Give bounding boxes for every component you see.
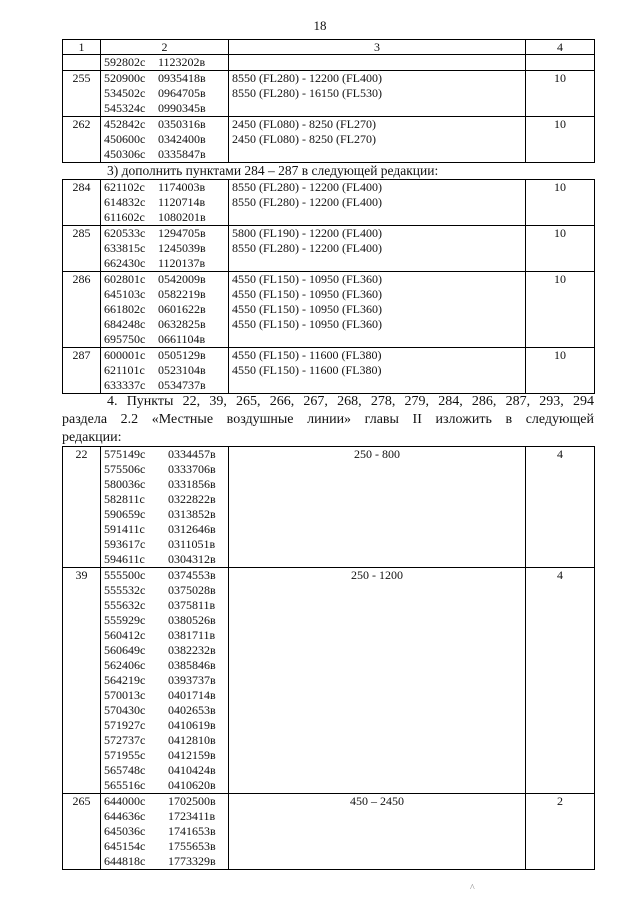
latitude: 582811с bbox=[104, 492, 145, 506]
coordinates-cell bbox=[101, 447, 229, 568]
coordinate-line bbox=[104, 824, 225, 839]
latitude: 570013с bbox=[104, 688, 146, 702]
longitude: 1773329в bbox=[168, 854, 216, 868]
latitude: 545324с bbox=[104, 101, 146, 115]
altitude-range-cell: 250 - 800 bbox=[229, 447, 526, 568]
latitude: 600001с bbox=[104, 348, 146, 362]
latitude: 565516с bbox=[104, 778, 146, 792]
altitudes-cell bbox=[229, 226, 526, 272]
longitude: 0385846в bbox=[168, 658, 216, 672]
longitude: 0401714в bbox=[168, 688, 216, 702]
latitude: 572737с bbox=[104, 733, 146, 747]
coordinate-line bbox=[104, 332, 225, 347]
latitude: 571927с bbox=[104, 718, 146, 732]
latitude: 520900с bbox=[104, 71, 146, 85]
coordinate-line bbox=[104, 598, 225, 613]
altitudes-cell bbox=[229, 117, 526, 163]
altitude-line: 4550 (FL150) - 11600 (FL380) bbox=[232, 348, 382, 362]
table-local-airways bbox=[62, 446, 595, 870]
longitude: 0661104в bbox=[158, 332, 206, 346]
coordinates-cell bbox=[101, 272, 229, 348]
longitude: 1294705в bbox=[158, 226, 206, 240]
value-cell: 10 bbox=[526, 71, 595, 117]
coordinate-line bbox=[104, 378, 225, 393]
coordinate-line bbox=[104, 507, 225, 522]
latitude: 684248с bbox=[104, 317, 146, 331]
longitude: 0350316в bbox=[158, 117, 206, 131]
coordinate-line bbox=[104, 447, 225, 462]
longitude: 1245039в bbox=[158, 241, 206, 255]
longitude: 0935418в bbox=[158, 71, 206, 85]
latitude: 562406с bbox=[104, 658, 146, 672]
table-row bbox=[63, 117, 595, 163]
coordinate-line bbox=[104, 477, 225, 492]
latitude: 594611с bbox=[104, 552, 145, 566]
coordinate-line bbox=[104, 256, 225, 271]
latitude: 534502с bbox=[104, 86, 146, 100]
longitude: 0342400в bbox=[158, 132, 206, 146]
longitude: 1120714в bbox=[158, 195, 206, 209]
longitude: 0964705в bbox=[158, 86, 206, 100]
value-cell: 10 bbox=[526, 117, 595, 163]
longitude: 0335847в bbox=[158, 147, 206, 161]
header-col-3: 3 bbox=[229, 40, 526, 55]
table-continued bbox=[62, 39, 595, 163]
coordinate-line bbox=[104, 658, 225, 673]
coordinates-cell bbox=[101, 348, 229, 394]
altitude-line: 5800 (FL190) - 12200 (FL400) bbox=[232, 226, 382, 240]
latitude: 590659с bbox=[104, 507, 146, 521]
coordinate-line bbox=[104, 317, 225, 332]
longitude: 0990345в bbox=[158, 101, 206, 115]
latitude: 644818с bbox=[104, 854, 146, 868]
coordinate-line bbox=[104, 462, 225, 477]
longitude: 0375811в bbox=[168, 598, 216, 612]
coordinates-cell bbox=[101, 794, 229, 870]
paragraph-4 bbox=[62, 393, 594, 447]
longitude: 0412159в bbox=[168, 748, 216, 762]
coordinate-line bbox=[104, 643, 225, 658]
longitude: 1123202в bbox=[158, 55, 206, 69]
longitude: 1741653в bbox=[168, 824, 216, 838]
latitude: 580036с bbox=[104, 477, 146, 491]
latitude: 565748с bbox=[104, 763, 146, 777]
coordinate-line bbox=[104, 101, 225, 116]
coordinate-line bbox=[104, 226, 225, 241]
coordinate-line bbox=[104, 613, 225, 628]
latitude: 450600с bbox=[104, 132, 146, 146]
coordinate-line bbox=[104, 522, 225, 537]
latitude: 633337с bbox=[104, 378, 146, 392]
coordinate-line bbox=[104, 272, 225, 287]
latitude: 620533с bbox=[104, 226, 146, 240]
latitude: 555929с bbox=[104, 613, 146, 627]
table-row bbox=[63, 55, 595, 71]
longitude: 0632825в bbox=[158, 317, 206, 331]
table-row bbox=[63, 794, 595, 870]
altitude-line: 2450 (FL080) - 8250 (FL270) bbox=[232, 117, 376, 131]
longitude: 1755653в bbox=[168, 839, 216, 853]
coordinate-line bbox=[104, 568, 225, 583]
latitude: 555532с bbox=[104, 583, 146, 597]
longitude: 1723411в bbox=[168, 809, 216, 823]
latitude: 662430с bbox=[104, 256, 146, 270]
altitude-line: 4550 (FL150) - 10950 (FL360) bbox=[232, 302, 382, 316]
coordinate-line bbox=[104, 492, 225, 507]
header-col-1: 1 bbox=[63, 40, 101, 55]
longitude: 1120137в bbox=[158, 256, 206, 270]
table-row bbox=[63, 568, 595, 794]
altitude-line: 8550 (FL280) - 12200 (FL400) bbox=[232, 195, 382, 209]
latitude: 621101с bbox=[104, 363, 145, 377]
table-row bbox=[63, 180, 595, 226]
latitude: 644000с bbox=[104, 794, 146, 808]
altitudes-cell bbox=[229, 180, 526, 226]
latitude: 593617с bbox=[104, 537, 146, 551]
longitude: 0393737в bbox=[168, 673, 216, 687]
table-row bbox=[63, 226, 595, 272]
latitude: 661802с bbox=[104, 302, 146, 316]
longitude: 1702500в bbox=[168, 794, 216, 808]
coordinate-line bbox=[104, 86, 225, 101]
table-row bbox=[63, 272, 595, 348]
header-col-2: 2 bbox=[101, 40, 229, 55]
coordinate-line bbox=[104, 763, 225, 778]
coordinates-cell bbox=[101, 226, 229, 272]
longitude: 0410620в bbox=[168, 778, 216, 792]
row-number-cell: 262 bbox=[63, 117, 101, 163]
coordinate-line bbox=[104, 552, 225, 567]
page-number: 18 bbox=[313, 18, 327, 33]
coordinates-cell bbox=[101, 180, 229, 226]
coordinate-line bbox=[104, 195, 225, 210]
latitude: 450306с bbox=[104, 147, 146, 161]
coordinate-line bbox=[104, 348, 225, 363]
table-header-row bbox=[63, 40, 595, 55]
scan-mark: ^ bbox=[470, 883, 475, 894]
paragraph-line-2: раздела 2.2 «Местные воздушные линии» главы II изложить в следующей bbox=[62, 412, 594, 427]
longitude: 0311051в bbox=[168, 537, 216, 551]
latitude: 645154с bbox=[104, 839, 146, 853]
longitude: 0331856в bbox=[168, 477, 216, 491]
coordinate-line bbox=[104, 180, 225, 195]
row-number-cell: 39 bbox=[63, 568, 101, 794]
coordinate-line bbox=[104, 583, 225, 598]
latitude: 592802с bbox=[104, 55, 146, 69]
longitude: 0402653в bbox=[168, 703, 216, 717]
altitudes-cell bbox=[229, 348, 526, 394]
latitude: 591411с bbox=[104, 522, 145, 536]
altitude-line: 4550 (FL150) - 10950 (FL360) bbox=[232, 287, 382, 301]
table-row bbox=[63, 71, 595, 117]
latitude: 560412с bbox=[104, 628, 146, 642]
altitude-range-cell: 250 - 1200 bbox=[229, 568, 526, 794]
altitudes-cell bbox=[229, 71, 526, 117]
latitude: 645036с bbox=[104, 824, 146, 838]
altitude-line: 2450 (FL080) - 8250 (FL270) bbox=[232, 132, 376, 146]
longitude: 0334457в bbox=[168, 447, 216, 461]
coordinates-cell bbox=[101, 71, 229, 117]
latitude: 621102с bbox=[104, 180, 145, 194]
longitude: 0313852в bbox=[168, 507, 216, 521]
coordinate-line bbox=[104, 748, 225, 763]
altitude-line: 4550 (FL150) - 11600 (FL380) bbox=[232, 363, 382, 377]
row-number-cell: 287 bbox=[63, 348, 101, 394]
longitude: 1174003в bbox=[158, 180, 206, 194]
longitude: 0312646в bbox=[168, 522, 216, 536]
coordinates-cell bbox=[101, 568, 229, 794]
coordinate-line bbox=[104, 733, 225, 748]
table-row bbox=[63, 447, 595, 568]
coordinate-line bbox=[104, 363, 225, 378]
coordinate-line bbox=[104, 55, 225, 70]
latitude: 555632с bbox=[104, 598, 146, 612]
latitude: 614832с bbox=[104, 195, 146, 209]
longitude: 0505129в bbox=[158, 348, 206, 362]
latitude: 602801с bbox=[104, 272, 146, 286]
row-number-cell bbox=[63, 55, 101, 71]
coordinates-cell bbox=[101, 55, 229, 71]
altitude-line: 8550 (FL280) - 12200 (FL400) bbox=[232, 180, 382, 194]
row-number-cell: 284 bbox=[63, 180, 101, 226]
latitude: 560649с bbox=[104, 643, 146, 657]
coordinate-line bbox=[104, 854, 225, 869]
coordinate-line bbox=[104, 703, 225, 718]
longitude: 0375028в bbox=[168, 583, 216, 597]
altitude-line: 8550 (FL280) - 16150 (FL530) bbox=[232, 86, 382, 100]
longitude: 0304312в bbox=[168, 552, 216, 566]
paragraph-line-3: редакции: bbox=[62, 430, 122, 445]
row-number-cell: 255 bbox=[63, 71, 101, 117]
value-cell: 2 bbox=[526, 794, 595, 870]
latitude: 571955с bbox=[104, 748, 146, 762]
table-new-items bbox=[62, 179, 595, 394]
coordinate-line bbox=[104, 809, 225, 824]
coordinate-line bbox=[104, 241, 225, 256]
coordinate-line bbox=[104, 117, 225, 132]
longitude: 0412810в bbox=[168, 733, 216, 747]
altitudes-cell bbox=[229, 272, 526, 348]
coordinate-line bbox=[104, 147, 225, 162]
value-cell bbox=[526, 55, 595, 71]
longitude: 0374553в bbox=[168, 568, 216, 582]
latitude: 575506с bbox=[104, 462, 146, 476]
coordinate-line bbox=[104, 287, 225, 302]
row-number-cell: 265 bbox=[63, 794, 101, 870]
latitude: 452842с bbox=[104, 117, 146, 131]
coordinate-line bbox=[104, 302, 225, 317]
section-caption: 3) дополнить пунктами 284 – 287 в следующей редакции: bbox=[107, 163, 439, 178]
longitude: 0410619в bbox=[168, 718, 216, 732]
longitude: 0582219в bbox=[158, 287, 206, 301]
longitude: 0333706в bbox=[168, 462, 216, 476]
latitude: 570430с bbox=[104, 703, 146, 717]
latitude: 645103с bbox=[104, 287, 146, 301]
latitude: 575149с bbox=[104, 447, 146, 461]
paragraph-line-1: 4. Пункты 22, 39, 265, 266, 267, 268, 278, 279, 284, 286, 287, 293, 294 bbox=[107, 394, 594, 409]
coordinate-line bbox=[104, 71, 225, 86]
value-cell: 10 bbox=[526, 226, 595, 272]
longitude: 0542009в bbox=[158, 272, 206, 286]
latitude: 555500с bbox=[104, 568, 146, 582]
longitude: 0601622в bbox=[158, 302, 206, 316]
row-number-cell: 286 bbox=[63, 272, 101, 348]
altitude-line: 8550 (FL280) - 12200 (FL400) bbox=[232, 71, 382, 85]
altitude-line: 8550 (FL280) - 12200 (FL400) bbox=[232, 241, 382, 255]
latitude: 564219с bbox=[104, 673, 146, 687]
coordinate-line bbox=[104, 688, 225, 703]
value-cell: 4 bbox=[526, 568, 595, 794]
header-col-4: 4 bbox=[526, 40, 595, 55]
longitude: 0523104в bbox=[158, 363, 206, 377]
longitude: 0380526в bbox=[168, 613, 216, 627]
altitude-line: 4550 (FL150) - 10950 (FL360) bbox=[232, 272, 382, 286]
longitude: 1080201в bbox=[158, 210, 206, 224]
latitude: 695750с bbox=[104, 332, 146, 346]
coordinate-line bbox=[104, 673, 225, 688]
coordinates-cell bbox=[101, 117, 229, 163]
latitude: 611602с bbox=[104, 210, 145, 224]
coordinate-line bbox=[104, 794, 225, 809]
coordinate-line bbox=[104, 839, 225, 854]
value-cell: 10 bbox=[526, 180, 595, 226]
longitude: 0410424в bbox=[168, 763, 216, 777]
altitude-line: 4550 (FL150) - 10950 (FL360) bbox=[232, 317, 382, 331]
longitude: 0381711в bbox=[168, 628, 216, 642]
coordinate-line bbox=[104, 628, 225, 643]
value-cell: 4 bbox=[526, 447, 595, 568]
row-number-cell: 22 bbox=[63, 447, 101, 568]
row-number-cell: 285 bbox=[63, 226, 101, 272]
table-row bbox=[63, 348, 595, 394]
value-cell: 10 bbox=[526, 272, 595, 348]
longitude: 0322822в bbox=[168, 492, 216, 506]
coordinate-line bbox=[104, 778, 225, 793]
latitude: 633815с bbox=[104, 241, 146, 255]
coordinate-line bbox=[104, 132, 225, 147]
coordinate-line bbox=[104, 537, 225, 552]
longitude: 0534737в bbox=[158, 378, 206, 392]
coordinate-line bbox=[104, 718, 225, 733]
value-cell: 10 bbox=[526, 348, 595, 394]
longitude: 0382232в bbox=[168, 643, 216, 657]
altitudes-cell bbox=[229, 55, 526, 71]
latitude: 644636с bbox=[104, 809, 146, 823]
altitude-range-cell: 450 – 2450 bbox=[229, 794, 526, 870]
coordinate-line bbox=[104, 210, 225, 225]
